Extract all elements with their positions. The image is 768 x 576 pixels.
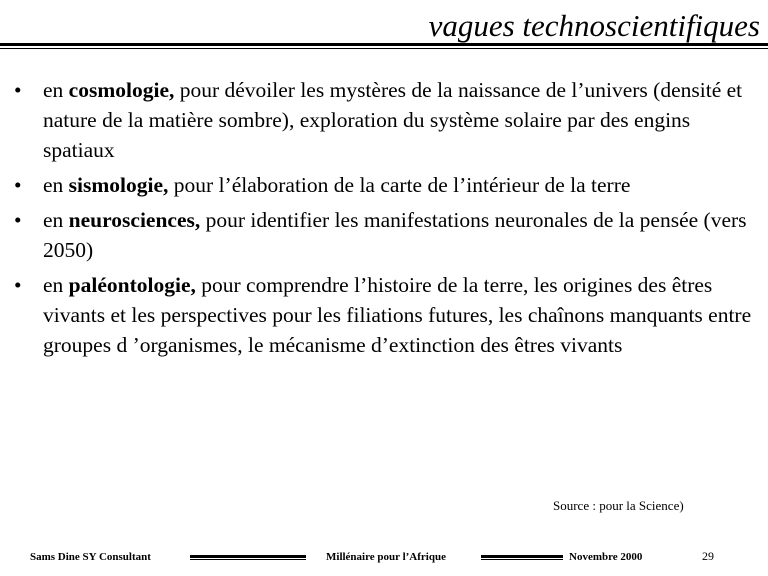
- title-underline-thin: [0, 48, 768, 49]
- bullet-keyword: cosmologie,: [68, 78, 175, 102]
- bullet-text: pour comprendre l’histoire de la terre, les origines des êtres vivants et les perspectives pour les filiations futures, les chaînons manquants entre groupes d ’organismes, le mécanisme d’extinction des êtres vivants: [43, 273, 752, 357]
- footer-date: Novembre 2000: [569, 551, 643, 563]
- footer-author: Sams Dine SY Consultant: [30, 551, 151, 563]
- bullet-text: pour dévoiler les mystères de la naissance de l’univers (densité et nature de la matière sombre), exploration du système solaire par des engins spatiaux: [43, 78, 743, 162]
- bullet-prefix: en: [43, 208, 69, 232]
- footer-event: Millénaire pour l’Afrique: [326, 551, 446, 563]
- footer: [0, 548, 768, 568]
- bullet-keyword: sismologie,: [68, 173, 169, 197]
- bullet-item-neurosciences: [14, 205, 759, 265]
- bullet-text: pour l’élaboration de la carte de l’intérieur de la terre: [168, 173, 631, 197]
- bullet-marker: •: [14, 208, 22, 232]
- bullet-item-sismologie: [14, 170, 759, 200]
- bullet-marker: •: [14, 78, 22, 102]
- bullet-list: [14, 75, 759, 365]
- bullet-prefix: en: [43, 273, 69, 297]
- bullet-prefix: en: [43, 173, 69, 197]
- title-underline: [0, 43, 768, 46]
- bullet-text: pour identifier les manifestations neuronales de la pensée (vers 2050): [43, 208, 747, 262]
- footer-divider-right: [481, 555, 563, 560]
- bullet-marker: •: [14, 173, 22, 197]
- bullet-keyword: paléontologie,: [68, 273, 196, 297]
- slide-title: vagues technoscientifiques: [428, 8, 760, 43]
- page-number: 29: [702, 549, 714, 563]
- bullet-keyword: neurosciences,: [68, 208, 201, 232]
- bullet-item-cosmologie: [14, 75, 759, 165]
- source-note: Source : pour la Science): [553, 498, 684, 513]
- bullet-item-paleontologie: [14, 270, 759, 360]
- footer-divider-left: [190, 555, 306, 560]
- bullet-prefix: en: [43, 78, 69, 102]
- bullet-marker: •: [14, 273, 22, 297]
